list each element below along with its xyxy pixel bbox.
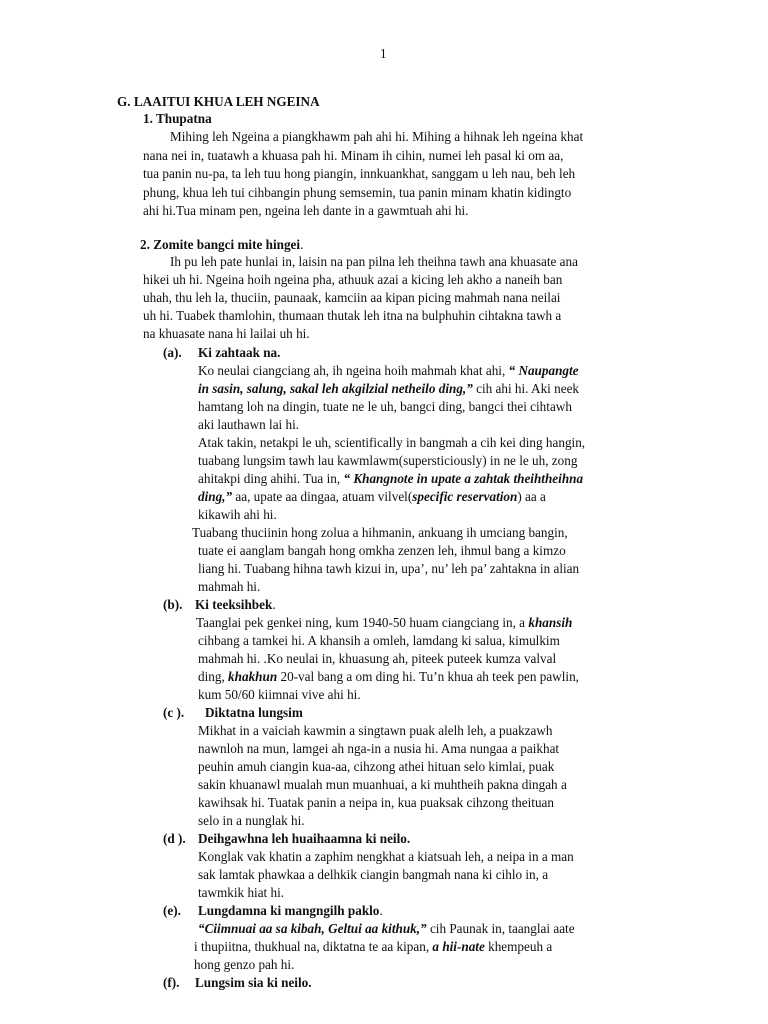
paragraph-line: Konglak vak khatin a zaphim nengkhat a kiatsuah leh, a neipa in a man <box>198 849 574 864</box>
paragraph-line: ahitakpi ding ahihi. Tua in, “ Khangnote in upate a zahtak theihtheihna <box>198 471 584 486</box>
paragraph-line: Atak takin, netakpi le uh, scientifically in bangmah a cih kei ding hangin, <box>198 435 586 450</box>
paragraph-line: phung, khua leh tui cihbangin phung semsemin, tua panin minam khatin kidingto <box>143 185 572 200</box>
section-title: G. LAAITUI KHUA LEH NGEINA <box>117 94 320 109</box>
subsection-label-d: (d ). <box>163 831 186 846</box>
paragraph-line: tua panin nu-pa, ta leh tuu hong piangin, innkuankhat, sanggam u leh nau, beh leh <box>143 166 576 181</box>
paragraph-line: na khuasate nana hi lailai uh hi. <box>143 326 310 341</box>
subsection-label-e: (e). <box>163 903 181 918</box>
paragraph-line: hong genzo pah hi. <box>194 957 295 972</box>
paragraph-line: kikawih ahi hi. <box>198 507 277 522</box>
paragraph-line: Taanglai pek genkei ning, kum 1940-50 huam ciangciang in, a khansih <box>196 615 573 630</box>
paragraph-line: kawihsak hi. Tuatak panin a neipa in, kua puaksak cihzong theituan <box>198 795 554 810</box>
paragraph-line: kum 50/60 kiimnai vive ahi hi. <box>198 687 361 702</box>
paragraph-line: sakin khuanawl mualah mun muanhuai, a ki muhtheih pakna dingah a <box>198 777 567 792</box>
paragraph-line: nana nei in, tuatawh a khuasa pah hi. Minam ih cihin, numei leh pasal ki om aa, <box>143 148 564 163</box>
heading-thupatna: 1. Thupatna <box>143 111 212 126</box>
page-number: 1 <box>380 46 387 61</box>
paragraph-line: nawnloh na mun, lamgei ah nga-in a nusia hi. Ama nungaa a paikhat <box>198 741 560 756</box>
paragraph-line: Ih pu leh pate hunlai in, laisin na pan pilna leh theihna tawh ana khuasate ana <box>170 254 578 269</box>
subsection-heading-a: Ki zahtaak na. <box>198 345 281 360</box>
paragraph-line: “Ciimnuai aa sa kibah, Geltui aa kithuk,” cih Paunak in, taanglai aate <box>198 921 575 936</box>
paragraph-line: sak lamtak phawkaa a delhkik ciangin bangmah nana ki cihlo in, a <box>198 867 549 882</box>
paragraph-line: Tuabang thuciinin hong zolua a hihmanin, ankuang ih umciang bangin, <box>192 525 568 540</box>
paragraph-line: Mihing leh Ngeina a piangkhawm pah ahi hi. Mihing a hihnak leh ngeina khat <box>170 129 584 144</box>
paragraph-line: selo in a nunglak hi. <box>198 813 305 828</box>
paragraph-line: uh hi. Tuabek thamlohin, thumaan thutak leh itna na bulphuhin cihtakna tawh a <box>143 308 562 323</box>
subsection-label-f: (f). <box>163 975 180 990</box>
subsection-label-c: (c ). <box>163 705 185 720</box>
paragraph-line: ding,” aa, upate aa dingaa, atuam vilvel(specific reservation) aa a <box>198 489 546 504</box>
paragraph-line: in sasin, salung, sakal leh akgilzial netheilo ding,” cih ahi hi. Aki neek <box>198 381 580 396</box>
paragraph-line: hikei uh hi. Ngeina hoih ngeina pha, athuuk azai a kicing leh akho a naneih ban <box>143 272 563 287</box>
paragraph-line: aki lauthawn lai hi. <box>198 417 300 432</box>
paragraph-line: i thupiitna, thukhual na, diktatna te aa kipan, a hii-nate khempeuh a <box>194 939 553 954</box>
paragraph-line: mahmah hi. .Ko neulai in, khuasung ah, piteek puteek kumza valval <box>198 651 557 666</box>
paragraph-line: tuabang lungsim tawh lau kawmlawm(supersticiously) in ne le uh, zong <box>198 453 578 468</box>
paragraph-line: ahi hi.Tua minam pen, ngeina leh dante in a gawmtuah ahi hi. <box>143 203 469 218</box>
subsection-heading-c: Diktatna lungsim <box>205 705 303 720</box>
subsection-heading-e: Lungdamna ki mangngilh paklo. <box>198 903 383 918</box>
paragraph-line: peuhin amuh ciangin kua-aa, cihzong athei hituan selo kimlai, puak <box>198 759 555 774</box>
paragraph-line: tawmkik hiat hi. <box>198 885 285 900</box>
paragraph-line: mahmah hi. <box>198 579 261 594</box>
paragraph-line: hamtang loh na dingin, tuate ne le uh, bangci ding, bangci thei cihtawh <box>198 399 572 414</box>
subsection-heading-d: Deihgawhna leh huaihaamna ki neilo. <box>198 831 411 846</box>
paragraph-line: uhah, thu leh la, thuciin, paunaak, kamciin aa kipan picing mahmah nana neilai <box>143 290 561 305</box>
subsection-heading-b: Ki teeksihbek. <box>195 597 276 612</box>
paragraph-line: cihbang a tamkei hi. A khansih a omleh, lamdang ki salua, kimulkim <box>198 633 560 648</box>
paragraph-line: tuate ei aanglam bangah hong omkha zenzen leh, ihmul bang a kimzo <box>198 543 566 558</box>
paragraph-line: Ko neulai ciangciang ah, ih ngeina hoih mahmah khat ahi, “ Naupangte <box>198 363 579 378</box>
paragraph-line: Mikhat in a vaiciah kawmin a singtawn puak alelh leh, a puakzawh <box>198 723 553 738</box>
subsection-label-b: (b). <box>163 597 183 612</box>
paragraph-line: liang hi. Tuabang hihna tawh kizui in, upa’, nu’ leh pa’ zahtakna in alian <box>198 561 580 576</box>
heading-zomite: 2. Zomite bangci mite hingei. <box>140 237 304 252</box>
subsection-label-a: (a). <box>163 345 182 360</box>
subsection-heading-f: Lungsim sia ki neilo. <box>195 975 312 990</box>
paragraph-line: ding, khakhun 20-val bang a om ding hi. Tu’n khua ah teek pen pawlin, <box>198 669 579 684</box>
